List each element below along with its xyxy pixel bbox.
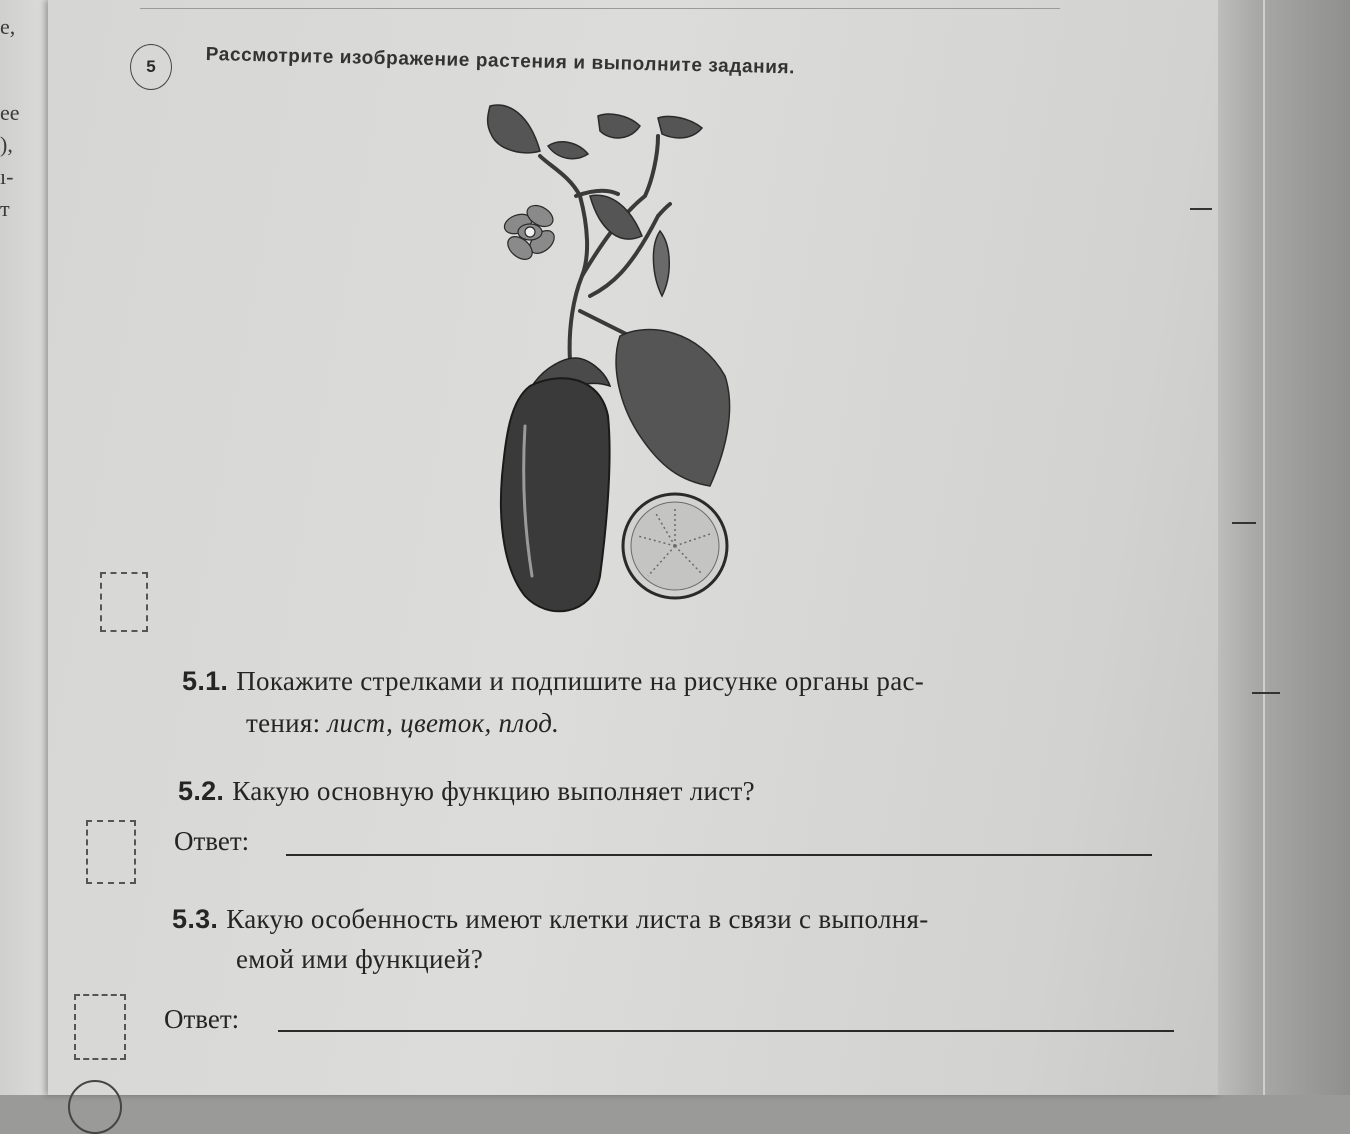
score-box-5-3[interactable] [74,994,126,1060]
question-number: 5.3. [172,904,219,934]
answer-field-5-2[interactable] [286,854,1152,856]
score-box-5-1[interactable] [100,572,148,632]
score-box-5-2[interactable] [86,820,136,884]
left-page-fragment: ее [0,100,20,125]
flower-bud-icon [653,231,669,296]
question-5-3 [172,902,929,936]
leaf-icon [548,142,588,159]
eggplant-illustration [470,96,750,636]
fruit-cross-section-icon [623,494,727,598]
plant-stem [540,156,587,361]
left-page-fragment: e, [0,14,16,39]
margin-tick [1190,208,1212,210]
flower-icon [502,201,559,264]
leaf-icon [488,105,540,153]
answer-label-5-3: Ответ: [164,1004,240,1034]
leaf-icon [658,116,702,137]
left-page-fragment: ), [0,132,13,157]
question-text: Покажите стрелками и подпишите на рисунке органы рас- [236,666,925,696]
question-text: Какую основную функцию выполняет лист? [232,776,755,806]
question-5-2 [178,774,755,808]
question-5-3-line2: емой ими функцией? [236,944,484,974]
page-edge-line [1263,0,1265,1095]
question-number: 5.1. [182,666,229,696]
question-5-1-line2 [246,706,559,740]
question-text: тения: [246,708,328,738]
leaf-icon [616,329,730,486]
eggplant-fruit-icon [501,378,610,611]
margin-tick [1252,692,1280,694]
task-instruction: Рассмотрите изображение растения и выполните задания. [205,44,796,79]
organ-list: лист, цветок, плод. [327,708,560,738]
left-page-fragment: ı- [0,164,14,189]
leaf-icon [590,195,642,239]
page-stack-edge [1218,0,1350,1095]
question-number: 5.2. [178,776,225,806]
answer-field-5-3[interactable] [278,1030,1174,1032]
margin-tick [1232,522,1256,524]
top-rule [140,8,1060,9]
question-5-1 [182,664,924,698]
question-text: Какую особенность имеют клетки листа в связи с выполня- [226,904,929,934]
next-task-number-badge [68,1080,122,1134]
answer-label-5-2: Ответ: [174,826,250,856]
left-page-fragment: т [0,196,10,221]
task-number-badge: 5 [130,44,172,90]
leaf-icon [598,114,640,138]
